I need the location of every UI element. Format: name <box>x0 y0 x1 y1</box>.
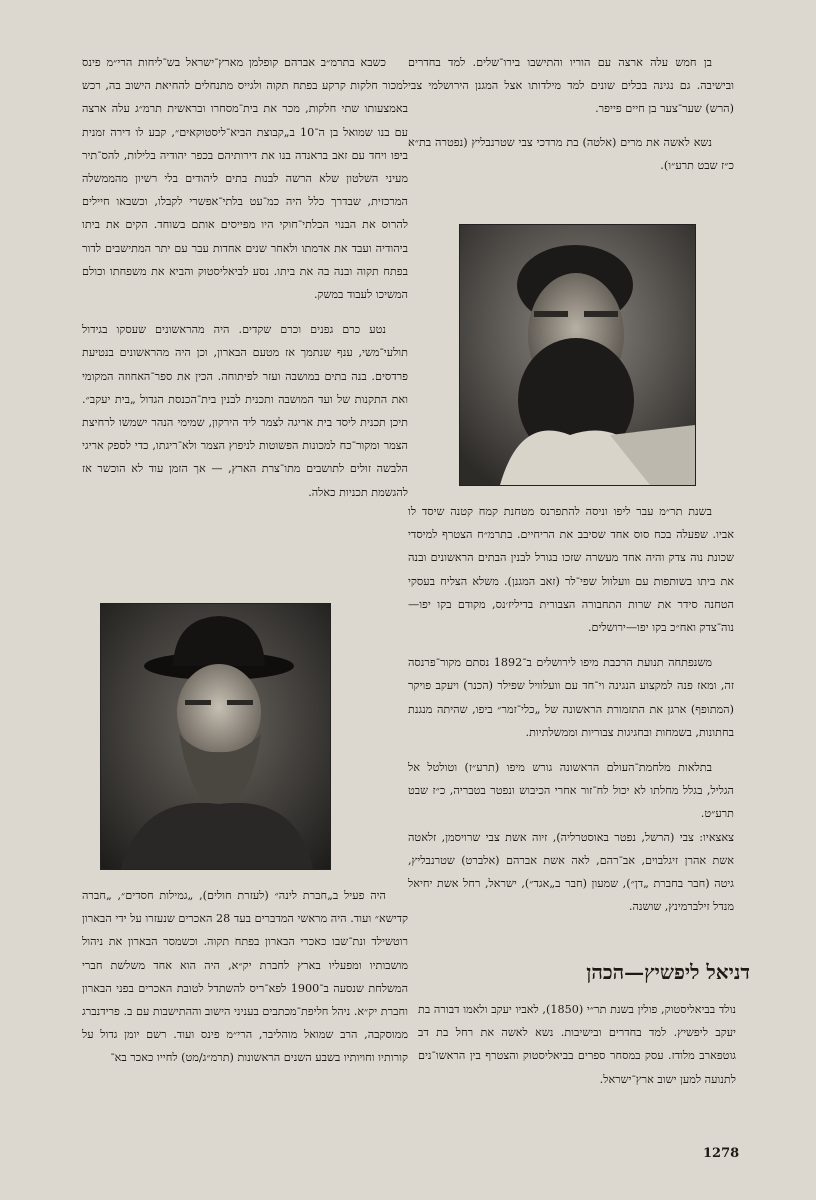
paragraph: בשנת תר״מ עבר ליפו וניסה להתפרנס מטחנת קמח קטנה שיסד לו אביו. שפעלה בכח סוס אחד שסיבב את הריחיים. בתרמ״ח הצטרף למיסדי שכונת נוה צדק והיה אחד מעשרה שזכו בגורל לבנין הבתים הראשונים ובנה את ביתו בשותפות עם וועלוול שפי־לר (זאב המגנן). משלא הצליח בעסקי הטחנה סידר את שרות התחבורה הצבורית בדיליז׳נס, מקודם בקו יפו—נוה־צדק ואח״כ בקו יפו—ירושלים. <box>408 505 734 635</box>
page-number: 1278 <box>703 1146 740 1161</box>
paragraph: משנפתחה תנועת הרכבת מיפו לירושלים ב־1892 נסתם מקור־פרנסה זה, ומאז פנה למקצוע הנגינה וי־חד עם וועלוויל שפילר (הכנר) ויעקב פויקר (המתופף) ארגן את התזמורת הראשונה של „כלי־זמר״ ביפו, שהיתה מנגנת בחתונות, בשמחות ובחגיגות צבוריות וממשלתיות. <box>408 656 734 739</box>
biography-paragraph <box>418 998 736 1091</box>
paragraph: היה פעיל ב„חברת לינה״ (לעזרת חולים), „גמילות חסדים״, „חברה קדישא״ ועוד. היה מראשי המדברים בעד 28 האכרים שנעזרו על ידי הבארון רוטשילד ונת־שבו כאכרי הבארון בפתח תקוה. וכשמסר הבארון את ניהול מושבותיו ומפעליו בארץ לחברת יק״א, היה הוא אחד משלשת חברי המשלחת שנסעה ב־1900 לפא־ריס להשתדל לטובת האכרים בפני הבארון וחברת יק״א. ניהל חליפת־מכתבים בעניני הישוב וההתישבות עם ב. פרידנברג ממוסקבה, הרב שמואל מוהליבר, הרי״מ פינס ועוד. רשם יומן גדול על קורותיו וחויותיו בשבע השנים הראשונות (תרמ״ג/מט) לחייו כאכר בא־ <box>82 889 409 1065</box>
right-column-top <box>408 51 734 177</box>
paragraph: בן חמש עלה ארצה עם הוריו והתישבו בירו־שלים. למד בחדרים ובישיבה. גם נגינה בכלים שונים למד מילדותו אצל המגנן הירושלמי צבי (הרש) שער־צער בן חיים פייפר. <box>408 56 734 116</box>
portrait-photo-left <box>100 603 331 870</box>
paragraph: נטע כרם גפנים וכרם שקדים. היה מהראשונים שעסקו בגידול תולעי־משי, ענף שנתמך אז מטעם הבארון, וכן היה מהראשונים בנטיעת פרדסים. בנה בתים במושבה ועזר לפיתוחה. הכין את ספר־האחוזה המקומי ואת התקנות של ועד המושבה ותכנית לבנין בית־הכנסת הגדול „בית יעקב״. תיכן תכנית ליסד בית אריגה לצמר ליד הירקון, שמימי הנהר ישמשו לרחיצת הצמר ומקור־כח למכונות הפשוטות לניפוץ הצמר ולא־ריגתו, כדי לספק אריגי הלבשה זולים לתושבים מתו־צרת הארץ, — אך הזמן עוד לא הוכשר אז להגשמת תכניות כאלה. <box>82 323 408 499</box>
paragraph: בתלאות מלחמת־העולם הראשונה גורש מיפו (תרע״ז) וטולטל אל הגליל, בגלל מחלתו לא יכול לח־זור אחרי הכיבוש ונפטר בטבריה, כ״ז שבט תרע״ט. <box>408 761 734 821</box>
paragraph: נולד בביאליסטוק, פולין בשנת תר״י (1850), לאביו יעקב ולאמו דבורה בת יעקב ליפשיץ. למד בחדרים ובישיבות. נשא לאשה את רחל בת דב גוטפארב מלודז. עסק במסחר ספרים בביאליסטוק והצטרף בין הראשו־נים לתנועה למען ישוב ארץ־ישראל. <box>418 1003 737 1086</box>
right-column-bottom <box>408 500 734 918</box>
left-column-top <box>82 51 408 504</box>
section-heading: דניאל ליפשיץ—הכהן <box>586 960 750 984</box>
paragraph-descendants: צאצאיו: צבי (הרשל, נפטר באוסטרליה), זיוה אשת צבי שרויסמן, זלאטה אשת אהרן זיגלבוים, אב־רהם, לאה אשת אברהם (אלברט) שטרנבליץ, גיטה (חבר בחברת „דן״), שמעון (חבר ב„אגד״), ישראל, רחל אשת יחיאל מנדל זילברמינץ, שושנה. <box>408 830 734 914</box>
paragraph: נשא לאשה את מרים (אלטה) בת מרדכי צבי שטרנבליץ (נפטרה בת״א כ״ז שבט תרע״ו). <box>408 135 734 172</box>
portrait-photo-right <box>459 224 696 486</box>
left-column-bottom <box>82 884 408 1070</box>
paragraph: כשבא בתרמ״ב אברהם קופלמן מארץ־ישראל בש־ליחות הרי״מ פינס למכור חלקות קרקע בפתח תקוה ולגייס מתנחלים להחיאת הישוב בה, רכש באמצעותו שתי חלקות, מכר את בית־מסחרו ובראשית תרמ״ג עלה ארצה עם בנו שמואל בן ה־10 ב„קבוצת הביא־ליסטוקאים״, קבע לו דירה זמנית ביפו ויחד עם זאב בראנדה בנו את דירותיהם בכפר יהודיה בלילות, להס־תיר מעיני השלטון שלא הרשה לבנות בתים ליהודים בלי רשיון מהממשלה המרכזית, שבדרך כלל היה כמ־עט בלתי־אפשרי לקבלו, וכשבאו חיילים להרוס את הבנוי הבלתי־חוקי היו מפייסים אותם בשוחד. הקים את ביתו ביהודיה ועבד את אדמתו ולאחר שנים אחדות עבר עם יתר המתישבים לדור בפתח תקוה ובנה בה את ביתו. נסע לביאליסטוק והביא את משפחתו וכולם המשיכו לעבוד במשק. <box>82 56 408 302</box>
